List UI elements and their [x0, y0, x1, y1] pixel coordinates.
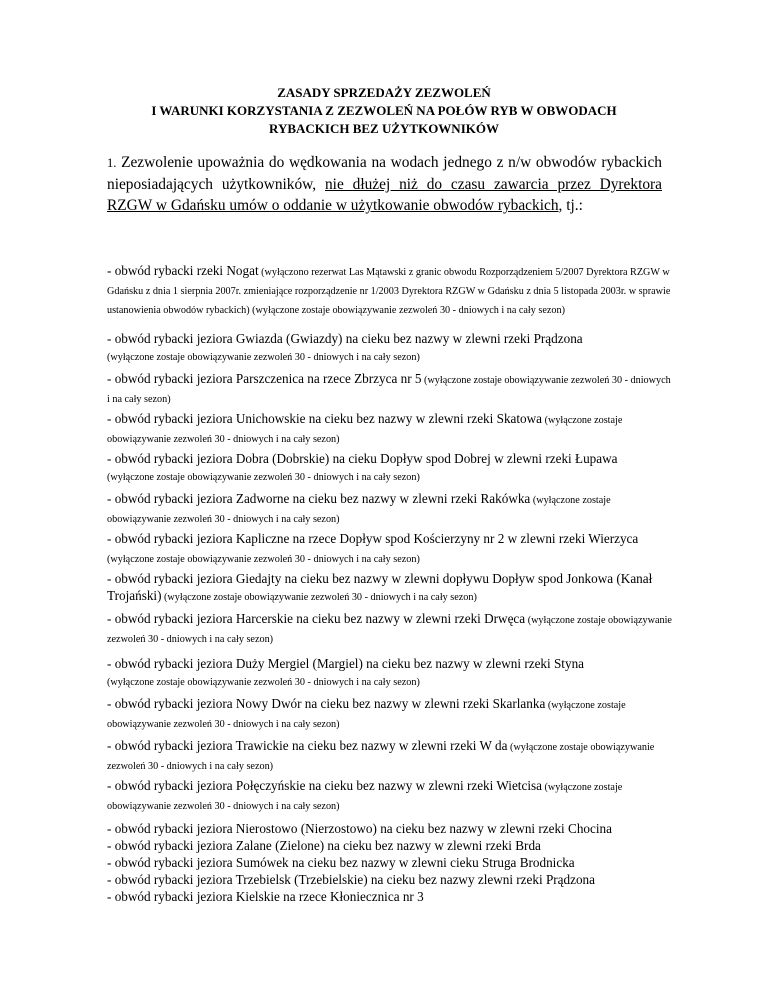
entry-note-2: (wyłączone zostaje obowiązywanie zezwoleń 30 - dniowych i na cały sezon): [249, 305, 565, 316]
title-line-3: RYBACKICH BEZ UŻYTKOWNIKÓW: [269, 121, 499, 136]
paragraph-number: 1.: [107, 156, 117, 170]
entry-main: - obwód rybacki rzeki Nogat: [107, 263, 259, 278]
entry-note: (wyłączone zostaje obowiązywanie zezwoleń 30 - dniowych i na cały sezon): [107, 700, 626, 730]
document-title: [0, 84, 768, 138]
entry-note: (wyłączone zostaje obowiązywanie zezwoleń 30 - dniowych i na cały sezon): [107, 375, 671, 405]
entry-trawickie: [107, 737, 672, 775]
entry-note: (wyłączone zostaje obowiązywanie zezwoleń 30 - dniowych i na cały sezon): [107, 415, 623, 445]
entry-note: (wyłączone zostaje obowiązywanie zezwoleń 30 - dniowych i na cały sezon): [107, 677, 420, 688]
entry-main: - obwód rybacki jeziora Duży Mergiel (Margiel) na cieku bez nazwy w zlewni rzeki Styna: [107, 656, 585, 671]
entry-main: - obwód rybacki jeziora Parszczenica na rzece Zbrzyca nr 5: [107, 371, 422, 386]
entry-poleczynskie: [107, 777, 672, 815]
entry-note: (wyłączone zostaje obowiązywanie zezwoleń 30 - dniowych i na cały sezon): [107, 554, 420, 565]
entry-parszczenica: [107, 370, 672, 408]
entry-main: - obwód rybacki jeziora Gwiazda (Gwiazdy) na cieku bez nazwy w zlewni rzeki Prądzona: [107, 331, 583, 346]
entry-main: - obwód rybacki jeziora Nowy Dwór na cieku bez nazwy w zlewni rzeki Skarlanka: [107, 696, 546, 711]
entry-giedajty: [107, 570, 672, 606]
entry-main: - obwód rybacki jeziora Harcerskie na cieku bez nazwy w zlewni rzeki Drwęca: [107, 611, 526, 626]
entry-main: - obwód rybacki jeziora Zadworne na cieku bez nazwy w zlewni rzeki Rakówka: [107, 491, 531, 506]
entry-main: - obwód rybacki jeziora Trawickie na cieku bez nazwy w zlewni rzeki W da: [107, 738, 508, 753]
entry-note: (wyłączone zostaje obowiązywanie zezwoleń 30 - dniowych i na cały sezon): [107, 352, 420, 363]
entry-sumowek: - obwód rybacki jeziora Sumówek na cieku bez nazwy w zlewni cieku Struga Brodnicka: [107, 855, 575, 870]
title-line-2: I WARUNKI KORZYSTANIA Z ZEZWOLEŃ NA POŁÓW RYB W OBWODACH: [151, 103, 617, 118]
entry-main: - obwód rybacki jeziora Giedajty na cieku bez nazwy w zlewni dopływu Dopływ spod Jonkowa (Kanał Trojański): [107, 571, 653, 603]
entry-unichowskie: [107, 410, 672, 448]
underlined-text: nie dłużej niż do czasu zawarcia przez Dyrektora RZGW w Gdańsku umów o oddanie w użytkowanie obwodów rybackich: [107, 176, 662, 214]
entry-nogat: [107, 262, 672, 319]
paragraph-ending: , tj.:: [558, 197, 583, 214]
entry-main: - obwód rybacki jeziora Dobra (Dobrskie) na cieku Dopływ spod Dobrej w zlewni rzeki Łupawa: [107, 451, 618, 466]
entry-note: (wyłączone zostaje obowiązywanie zezwoleń 30 - dniowych i na cały sezon): [107, 472, 420, 483]
entry-zadworne: [107, 490, 672, 528]
entry-trzebielsk: - obwód rybacki jeziora Trzebielsk (Trzebielskie) na cieku bez nazwy zlewni rzeki Prądzona: [107, 872, 596, 887]
entry-zalane: - obwód rybacki jeziora Zalane (Zielone) na cieku bez nazwy w zlewni rzeki Brda: [107, 838, 541, 853]
entry-note: (wyłączono rezerwat Las Mątawski z granic obwodu Rozporządzeniem 5/2007 Dyrektora RZGW w Gdańsku z dnia 1 sierpnia 2007r. zmieniające rozporządzenie nr 1/2003 Dyrektora RZGW w Gdańsku z dnia 5 listopada 2003r. w sprawie ustanowienia obwodów rybackich): [107, 267, 671, 316]
entry-note: (wyłączone zostaje obowiązywanie zezwoleń 30 - dniowych i na cały sezon): [107, 742, 655, 772]
entry-duzy-mergiel: [107, 655, 672, 691]
entry-main: - obwód rybacki jeziora Unichowskie na cieku bez nazwy w zlewni rzeki Skatowa: [107, 411, 543, 426]
title-line-1: ZASADY SPRZEDAŻY ZEZWOLEŃ: [277, 85, 491, 100]
entry-main: - obwód rybacki jeziora Połęczyńskie na cieku bez nazwy w zlewni rzeki Wietcisa: [107, 778, 542, 793]
paragraph-text: Zezwolenie upoważnia do wędkowania na wodach jednego z n/w obwodów rybackich nieposiadających użytkowników,: [107, 154, 662, 193]
paragraph-1: [107, 152, 662, 216]
entry-note: (wyłączone zostaje obowiązywanie zezwoleń 30 - dniowych i na cały sezon): [107, 782, 623, 812]
entry-note: (wyłączone zostaje obowiązywanie zezwoleń 30 - dniowych i na cały sezon): [161, 592, 477, 603]
entry-main: - obwód rybacki jeziora Kapliczne na rzece Dopływ spod Kościerzyny nr 2 w zlewni rzeki Wierzyca: [107, 531, 639, 546]
entry-harcerskie: [107, 610, 672, 648]
entry-nowy-dwor: [107, 695, 672, 733]
entry-nierostowo: - obwód rybacki jeziora Nierostowo (Nierzostowo) na cieku bez nazwy w zlewni rzeki Chocina: [107, 821, 612, 836]
entry-dobra: [107, 450, 672, 486]
entry-note: (wyłączone zostaje obowiązywanie zezwoleń 30 - dniowych i na cały sezon): [107, 615, 672, 645]
entry-kapliczne: [107, 530, 672, 568]
entry-note: (wyłączone zostaje obowiązywanie zezwoleń 30 - dniowych i na cały sezon): [107, 495, 611, 525]
entry-gwiazda: [107, 330, 672, 366]
entry-kielskie: - obwód rybacki jeziora Kielskie na rzece Kłoniecznica nr 3: [107, 889, 424, 904]
